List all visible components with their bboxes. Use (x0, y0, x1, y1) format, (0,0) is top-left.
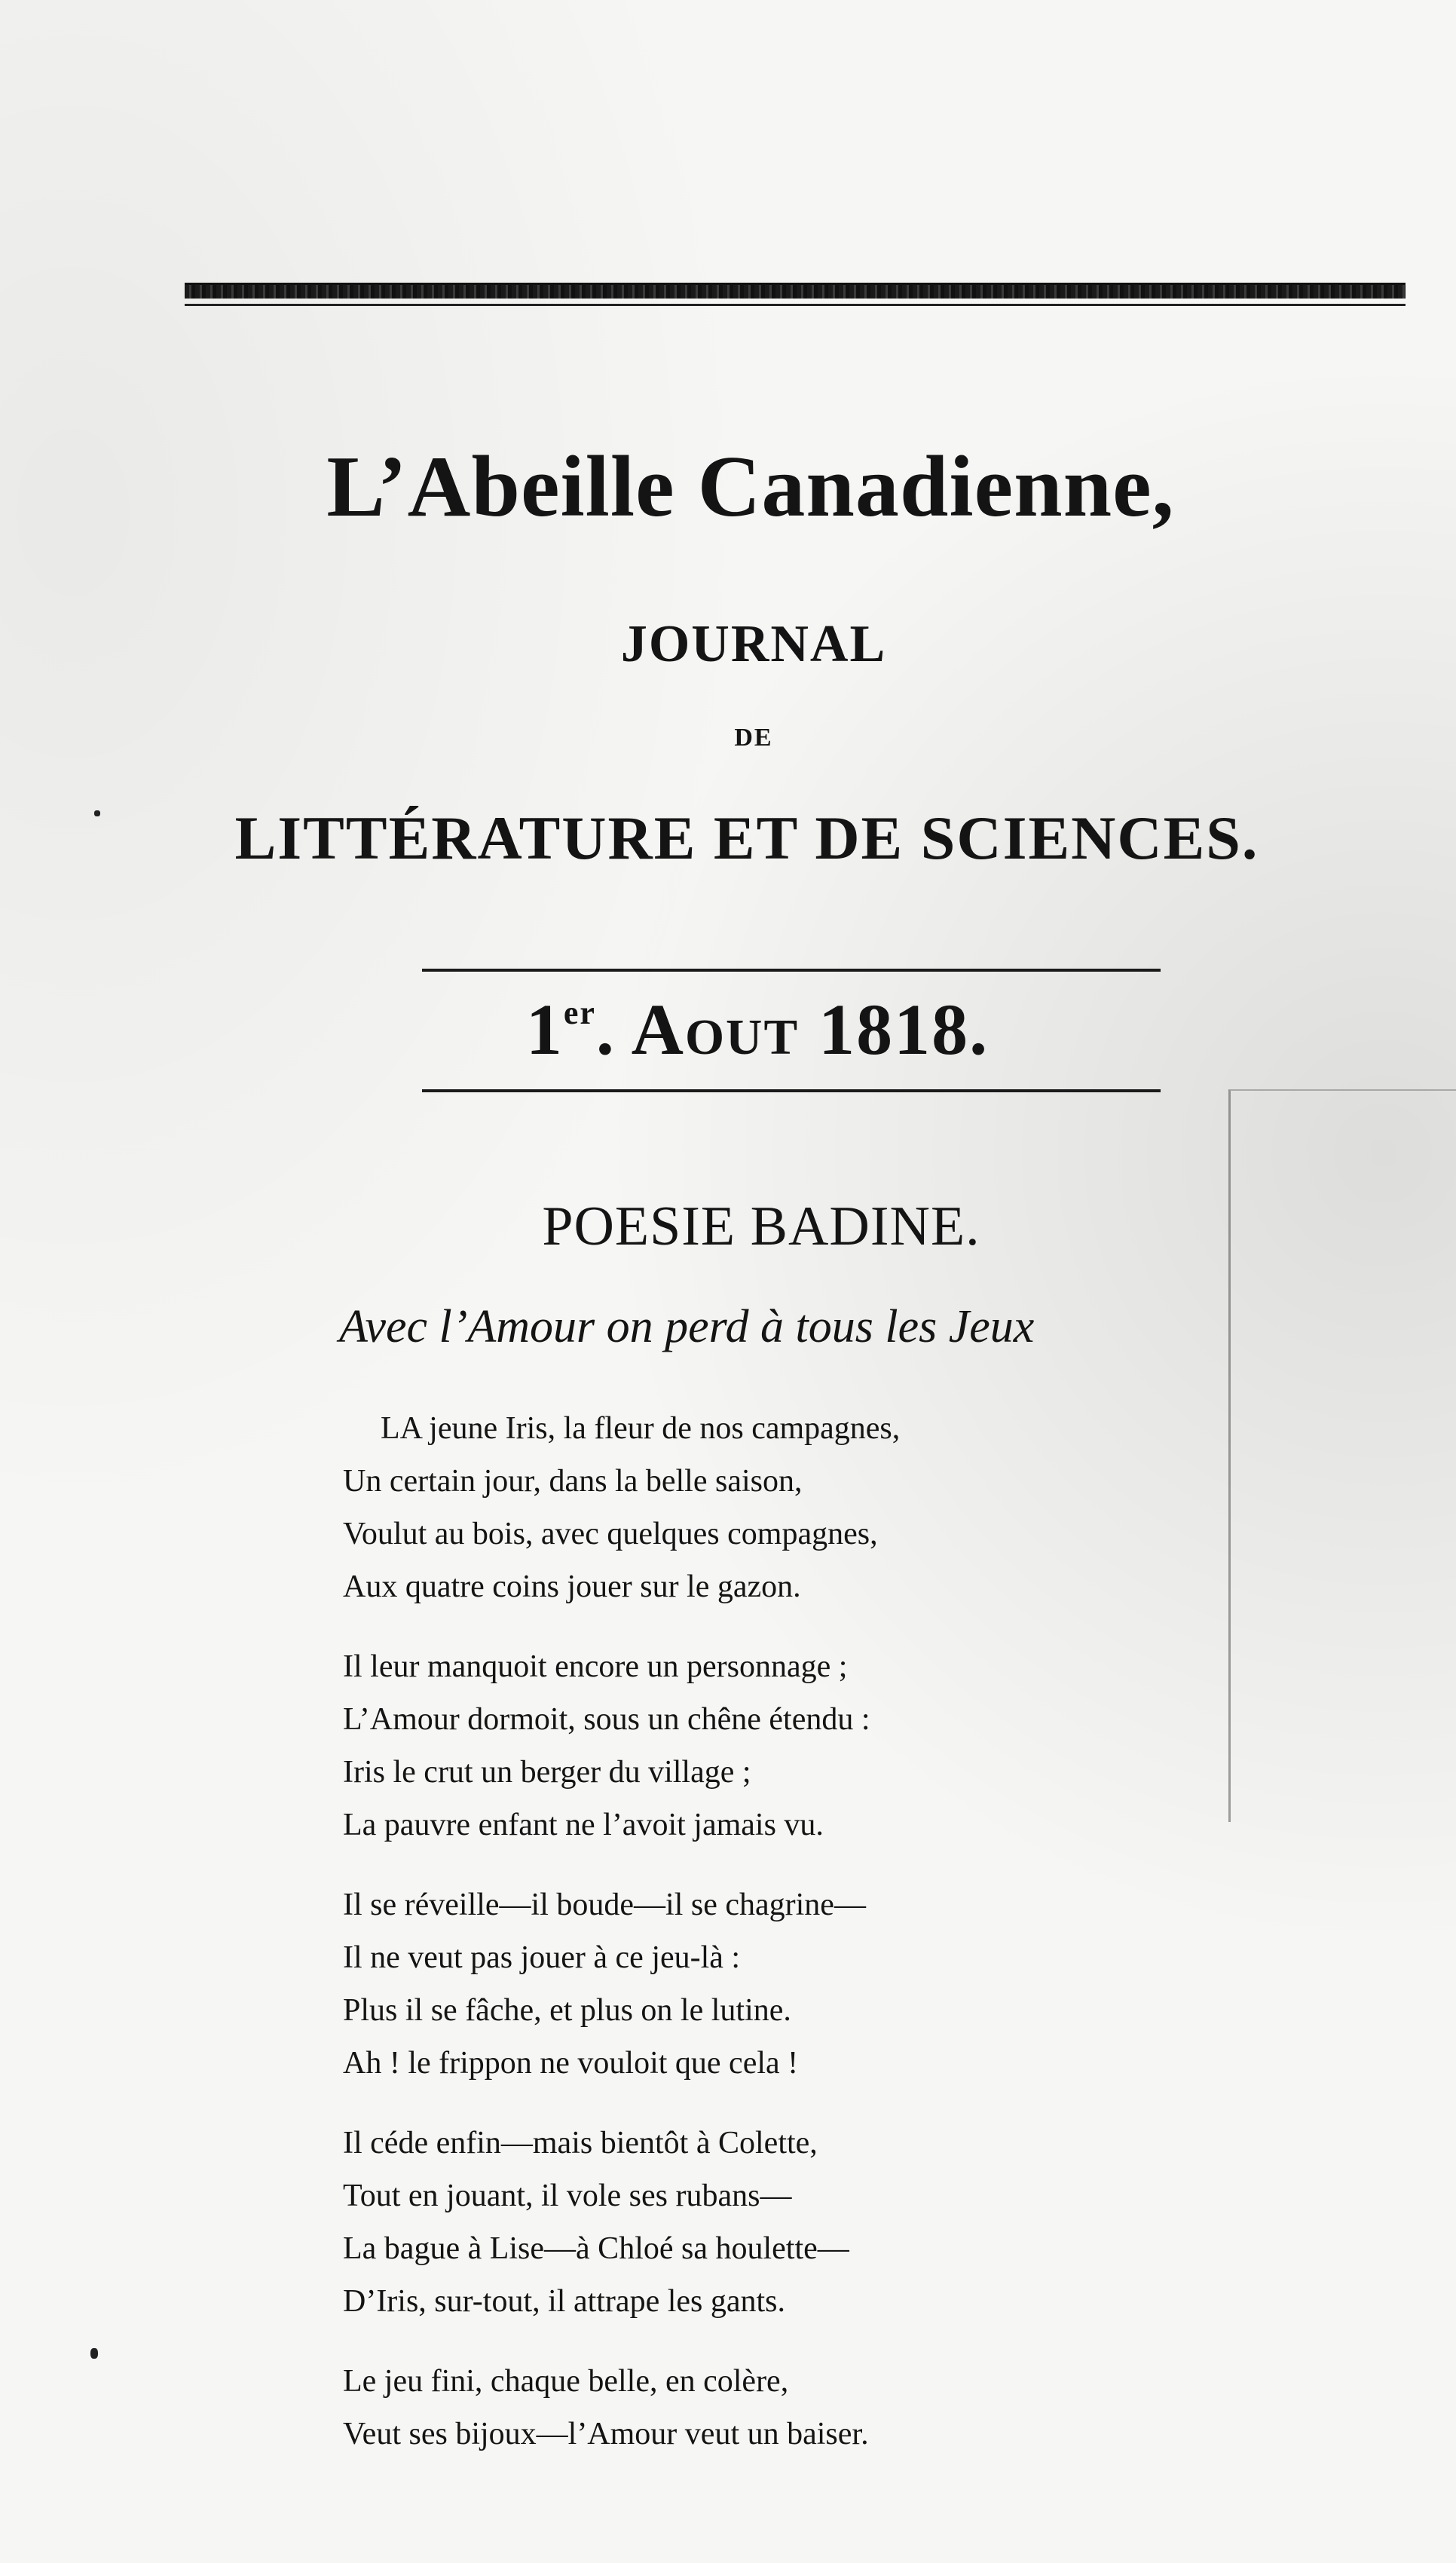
poem-line: Il leur manquoit encore un personnage ; (343, 1649, 848, 1684)
masthead (0, 437, 1456, 537)
journal-title: L’Abeille Canadienne, (326, 439, 1175, 535)
date-rule-top (422, 969, 1161, 972)
journal-subject: LITTÉRATURE ET DE SCIENCES. (234, 804, 1259, 872)
ink-speck (90, 2348, 98, 2359)
poem-line: Voulut au bois, avec quelques compagnes, (343, 1517, 878, 1551)
poem-line: Ah ! le frippon ne vouloit que cela ! (343, 2046, 799, 2081)
section-title: POESIE BADINE. (542, 1196, 980, 1257)
poem-line: Il céde enfin—mais bientôt à Colette, (343, 2126, 818, 2160)
ink-speck (94, 810, 100, 816)
poem-line: LA jeune Iris, la fleur de nos campagnes, (381, 1411, 901, 1446)
poem-line: Il ne veut pas jouer à ce jeu-là : (343, 1940, 741, 1975)
issue-day-suffix: er (563, 994, 596, 1031)
journal-subtitle: JOURNAL (620, 615, 887, 673)
poem-line: La pauvre enfant ne l’avoit jamais vu. (343, 1808, 824, 1842)
issue-month: . Aout (595, 989, 800, 1070)
poem-stanza (343, 1640, 1247, 1851)
issue-date (0, 988, 1456, 1071)
header-rule (185, 283, 1406, 299)
poem-line: D’Iris, sur-tout, il attrape les gants. (343, 2284, 786, 2319)
poem-stanza (343, 2117, 1247, 2328)
journal-connector: DE (734, 724, 773, 752)
poem-stanza (343, 1879, 1247, 2090)
poem-stanza (343, 1402, 1247, 1613)
poem-line: Un certain jour, dans la belle saison, (343, 1464, 803, 1499)
poem-line: Iris le crut un berger du village ; (343, 1755, 751, 1790)
poem-line: Veut ses bijoux—l’Amour veut un baiser. (343, 2417, 869, 2451)
poem-title: Avec l’Amour on perd à tous les Jeux (339, 1301, 1035, 1352)
poem-line: L’Amour dormoit, sous un chêne étendu : (343, 1702, 870, 1737)
poem-line: Plus il se fâche, et plus on le lutine. (343, 1993, 791, 2028)
issue-year: 1818. (799, 989, 990, 1070)
poem-line: Tout en jouant, il vole ses rubans— (343, 2179, 792, 2213)
poem-line: Il se réveille—il boude—il se chagrine— (343, 1888, 866, 1922)
issue-day: 1 (525, 989, 564, 1070)
poem-line: Aux quatre coins jouer sur le gazon. (343, 1569, 801, 1604)
header-rule-thin (185, 304, 1406, 306)
poem-line: Le jeu fini, chaque belle, en colère, (343, 2364, 789, 2399)
poem-body (343, 1402, 1247, 2488)
date-rule-bottom (422, 1089, 1161, 1092)
poem-line: La bague à Lise—à Chloé sa houlette— (343, 2231, 849, 2266)
poem-stanza (343, 2355, 1247, 2460)
